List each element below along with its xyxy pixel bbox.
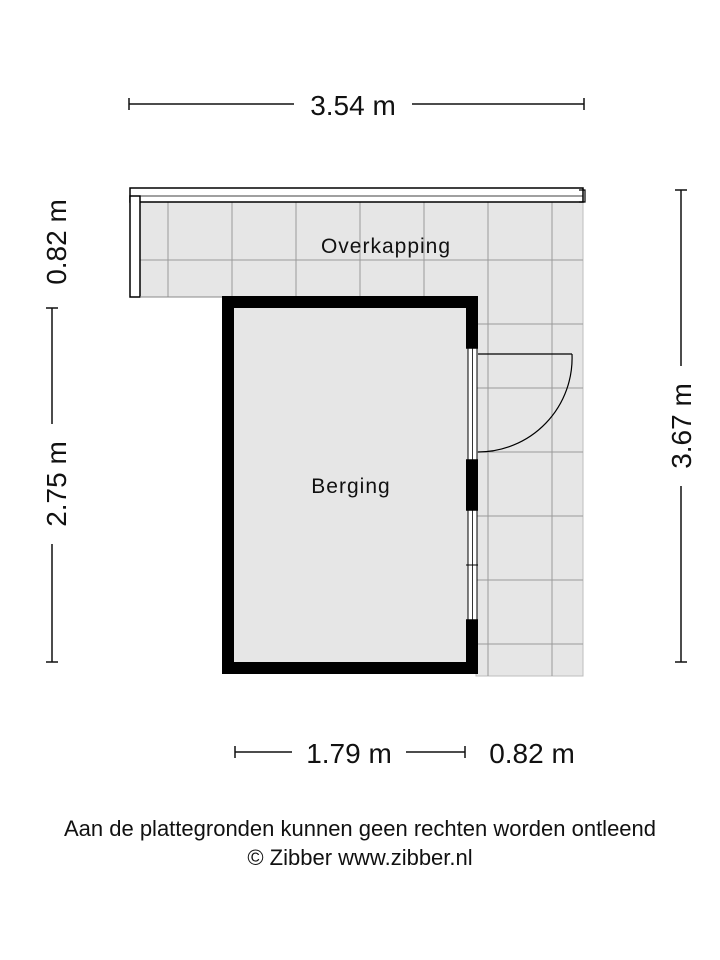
copyright-text: © Zibber www.zibber.nl (247, 845, 473, 870)
door-frame (466, 348, 478, 460)
dimension-bottom-left-width: 1.79 m (306, 738, 392, 769)
disclaimer-text: Aan de plattegronden kunnen geen rechten worden ontleend (63, 816, 657, 841)
wall-right-middle (466, 460, 478, 510)
dimension-top-width: 3.54 m (310, 90, 396, 121)
dimension-bottom-right-width: 0.82 m (489, 738, 575, 769)
roof-edge-top (130, 188, 583, 202)
dimension-left-upper-height: 0.82 m (41, 199, 72, 285)
wall-bottom (222, 662, 478, 674)
room-label-overkapping: Overkapping (320, 235, 452, 258)
window (466, 510, 478, 620)
wall-left (222, 296, 234, 674)
wall-top (222, 296, 478, 308)
wall-right-top (466, 296, 478, 348)
dimension-right-height: 3.67 m (666, 383, 697, 469)
dimension-left-lower-height: 2.75 m (41, 441, 72, 527)
room-label-berging: Berging (311, 475, 391, 498)
wall-right-bottom (466, 620, 478, 674)
roof-edge-left (130, 196, 140, 297)
